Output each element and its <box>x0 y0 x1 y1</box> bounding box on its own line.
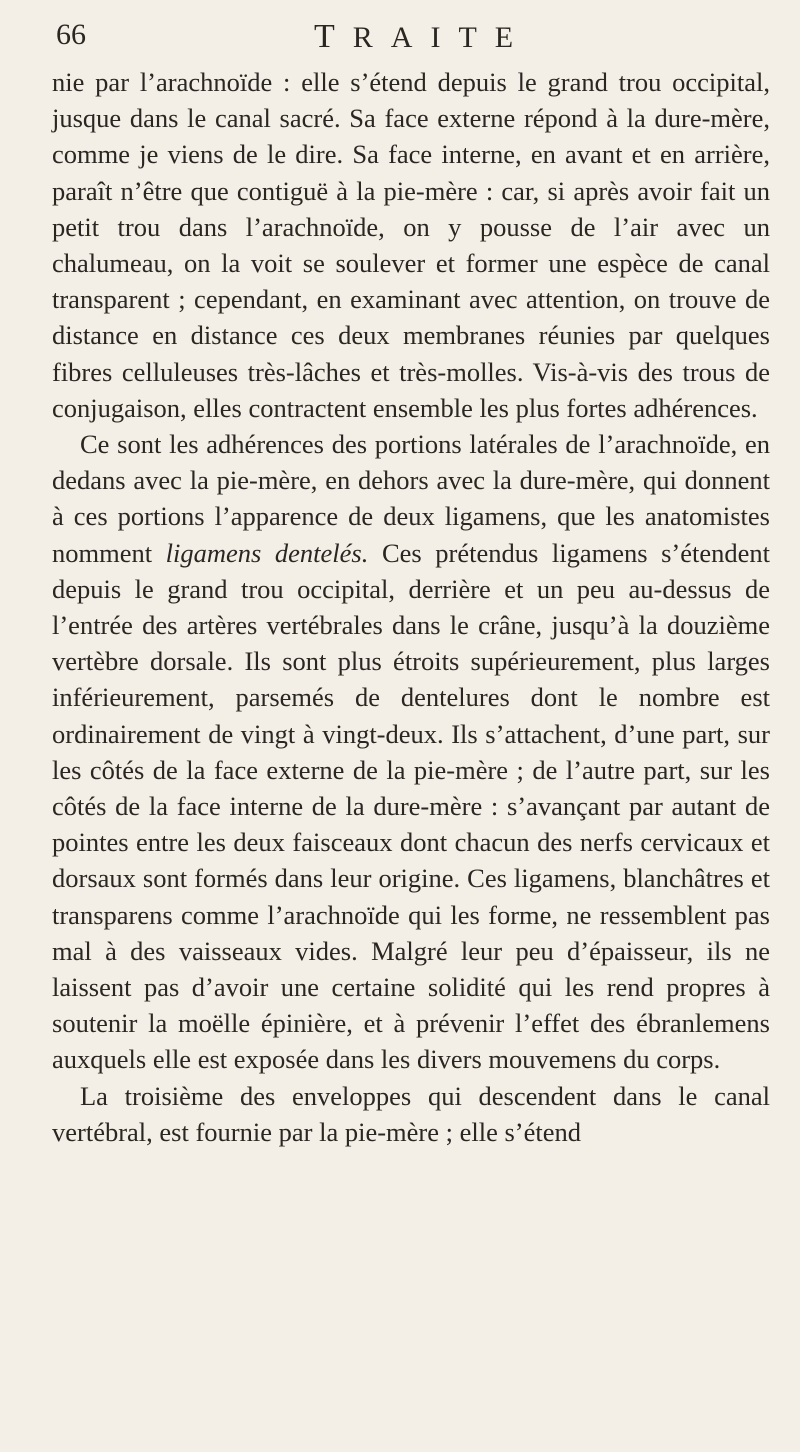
body-text <box>52 64 770 1150</box>
paragraph-2-text-end: Ces prétendus ligamens s’étendent depuis le grand trou occipital, derrière et un peu au-dessus de l’entrée des artères vertébrales dans le crâne, jusqu’à la douzième vertèbre dorsale. Ils sont plus étroits supérieurement, plus larges inférieurement, parsemés de dentelures dont le nombre est ordinairement de vingt à vingt-deux. Ils s’attachent, d’une part, sur les côtés de la face externe de la pie-mère ; de l’autre part, sur les côtés de la face interne de la dure-mère : s’avançant par autant de pointes entre les deux faisceaux dont chacun des nerfs cervicaux et dorsaux sont formés dans leur origine. Ces ligamens, blanchâtres et transparens comme l’arachnoïde qui les forme, ne ressemblent pas mal à des vaisseaux vides. Malgré leur peu d’épaisseur, ils ne laissent pas d’avoir une certaine solidité qui les rend propres à soutenir la moëlle épinière, et à prévenir l’effet des ébranlemens auxquels elle est exposée dans les divers mouvemens du corps. <box>52 537 770 1075</box>
paragraph-1 <box>52 64 770 426</box>
paragraph-3 <box>52 1078 770 1150</box>
running-head <box>52 18 770 64</box>
paragraph-2-italic-term: ligamens dentelés. <box>165 537 369 568</box>
paragraph-2-text-start: Ce sont les adhérences des portions latérales de l’arachnoïde, en dedans avec la pie-mère, en dehors avec la dure-mère, qui donnent à ces portions l’apparence de deux ligamens, que les anatomistes nomment <box>52 429 770 568</box>
paragraph-2 <box>52 426 770 1078</box>
running-title-rest: RAITE <box>352 21 532 54</box>
paragraph-1-text: nie par l’arachnoïde : elle s’étend depuis le grand trou occipital, jusque dans le canal sacré. Sa face externe répond à la dure-mère, comme je viens de le dire. Sa face interne, en avant et en arrière, paraît n’être que contiguë à la pie-mère : car, si après avoir fait un petit trou dans l’arachnoïde, on y pousse de l’air avec un chalumeau, on la voit se soulever et former une espèce de canal transparent ; cependant, en examinant avec attention, on trouve de distance en distance ces deux membranes réunies par quelques fibres celluleuses très-lâches et très-molles. Vis-à-vis des trous de conjugaison, elles contractent ensemble les plus fortes adhérences. <box>52 67 770 423</box>
paragraph-3-text: La troisième des enveloppes qui descendent dans le canal vertébral, est fournie par la pie-mère ; elle s’étend <box>52 1080 770 1147</box>
running-title <box>314 18 531 56</box>
page-number: 66 <box>56 18 86 51</box>
running-title-initial: T <box>314 18 353 55</box>
